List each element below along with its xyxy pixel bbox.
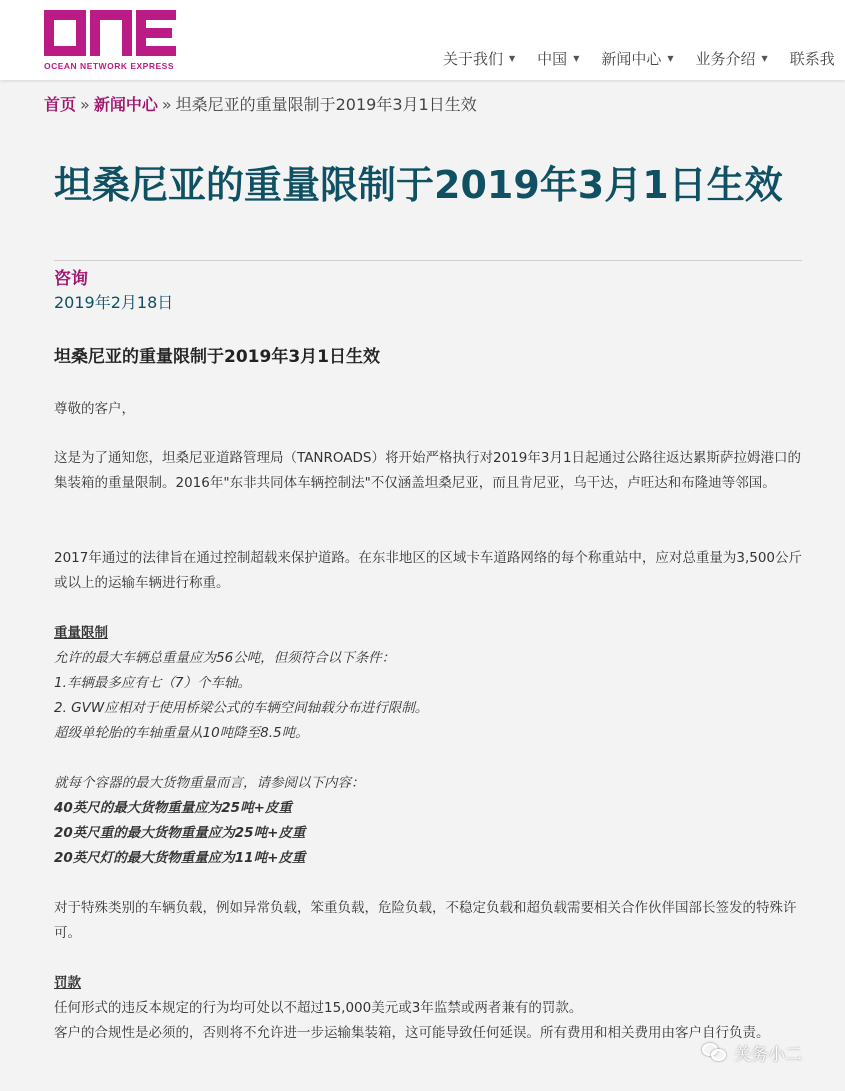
container-weight-line: 40英尺的最大货物重量应为25吨+皮重 <box>54 800 292 816</box>
nav-china[interactable] <box>537 48 579 69</box>
weight-limit-line: 允许的最大车辆总重量应为56公吨，但须符合以下条件： <box>54 650 396 666</box>
article-category[interactable]: 咨询 <box>54 269 88 289</box>
weight-limit-line: 1.车辆最多应有七（7）个车轴。 <box>54 675 251 691</box>
weight-limit-heading: 重量限制 <box>54 625 108 641</box>
article-paragraph-3: 对于特殊类别的车辆负载，例如异常负载，笨重负载，危险负载，不稳定负载和超负载需要相关合作伙伴国部长签发的特殊许可。 <box>54 900 797 941</box>
one-logo[interactable] <box>44 10 178 72</box>
logo-wordmark <box>44 10 178 56</box>
site-header <box>0 0 845 80</box>
penalty-line: 任何形式的违反本规定的行为均可处以不超过15,000美元或3年监禁或两者兼有的罚款。 <box>54 1000 583 1016</box>
logo-letter-e <box>136 10 176 56</box>
breadcrumb-current: 坦桑尼亚的重量限制于2019年3月1日生效 <box>175 95 477 114</box>
container-weight-line: 20英尺重的最大货物重量应为25吨+皮重 <box>54 825 306 841</box>
article-paragraph-2: 2017年通过的法律旨在通过控制超载来保护道路。在东非地区的区域卡车道路网络的每个称重站中，应对总重量为3,500公斤或以上的运输车辆进行称重。 <box>54 550 803 591</box>
nav-news-label: 新闻中心 <box>601 50 662 68</box>
nav-china-label: 中国 <box>537 50 568 68</box>
nav-contact[interactable] <box>790 48 835 69</box>
article-subtitle: 坦桑尼亚的重量限制于2019年3月1日生效 <box>54 347 380 367</box>
nav-services-label: 业务介绍 <box>695 50 756 68</box>
breadcrumb-news-link[interactable]: 新闻中心 <box>93 95 158 114</box>
breadcrumb-separator: » <box>80 95 90 114</box>
chevron-down-icon: ▼ <box>509 54 516 63</box>
weight-limit-line: 2. GVW应相对于使用桥梁公式的车辆空间轴载分布进行限制。 <box>54 700 429 716</box>
nav-contact-label: 联系我 <box>789 50 835 68</box>
nav-about-label: 关于我们 <box>443 50 504 68</box>
container-intro: 就每个容器的最大货物重量而言，请参阅以下内容： <box>54 775 365 791</box>
chevron-down-icon: ▼ <box>761 54 768 63</box>
title-divider <box>54 260 802 261</box>
breadcrumb <box>44 92 477 115</box>
penalty-heading: 罚款 <box>54 975 81 991</box>
page-title: 坦桑尼亚的重量限制于2019年3月1日生效 <box>54 163 783 207</box>
chevron-down-icon: ▼ <box>573 54 580 63</box>
nav-services[interactable] <box>696 48 768 69</box>
container-weight-line: 20英尺灯的最大货物重量应为11吨+皮重 <box>54 850 306 866</box>
wechat-icon <box>702 1039 728 1065</box>
breadcrumb-separator: » <box>161 95 172 114</box>
chevron-down-icon: ▼ <box>667 54 674 63</box>
breadcrumb-home-link[interactable]: 首页 <box>44 95 77 114</box>
logo-letter-o <box>44 10 86 56</box>
watermark-text: 关务小二 <box>734 1044 802 1065</box>
logo-letter-n <box>90 10 132 56</box>
main-nav <box>443 48 835 69</box>
weight-limit-line: 超级单轮胎的车轴重量从10吨降至8.5吨。 <box>54 725 309 741</box>
penalty-line: 客户的合规性是必须的，否则将不允许进一步运输集装箱，这可能导致任何延误。所有费用和相关费用由客户自行负责。 <box>54 1025 770 1041</box>
nav-about[interactable] <box>443 48 515 69</box>
logo-tagline: OCEAN NETWORK EXPRESS <box>44 61 174 71</box>
article-date: 2019年2月18日 <box>54 293 174 312</box>
nav-news[interactable] <box>601 48 673 69</box>
article-greeting: 尊敬的客户， <box>54 401 135 417</box>
article-paragraph-1: 这是为了通知您，坦桑尼亚道路管理局（TANROADS）将开始严格执行对2019年3月1日起通过公路往返达累斯萨拉姆港口的集装箱的重量限制。2016年"东非共同体车辆控制法"不仅涵盖坦桑尼亚，而且肯尼亚，乌干达，卢旺达和布隆迪等邻国。 <box>54 450 802 491</box>
watermark <box>702 1039 802 1065</box>
